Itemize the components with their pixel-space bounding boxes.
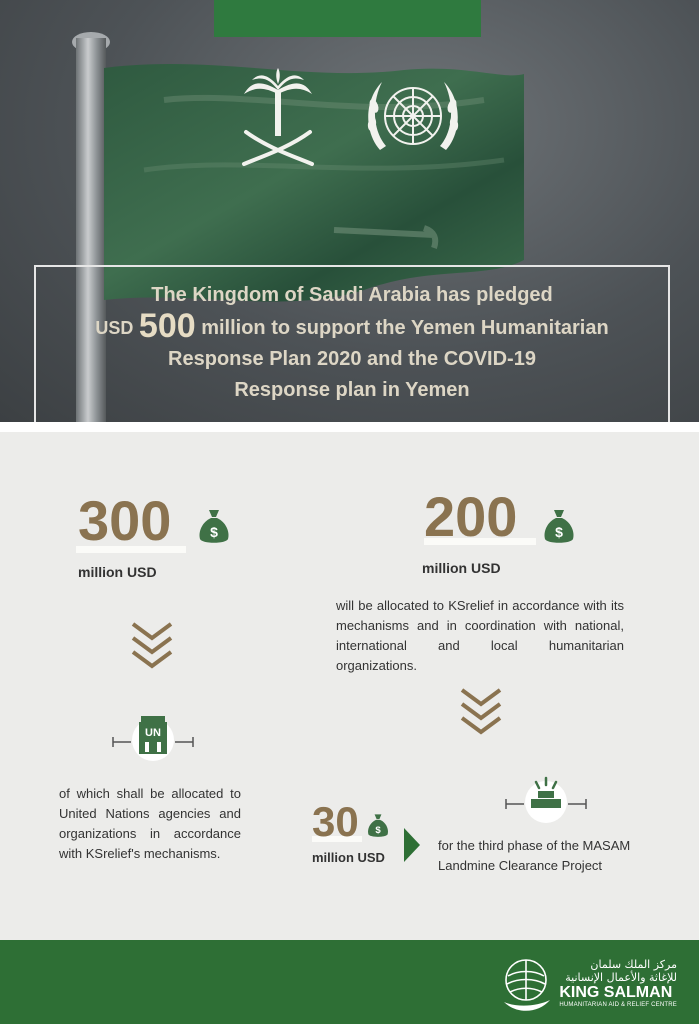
bag-dollar-sign: $	[210, 524, 218, 540]
headline-line4: Response plan in Yemen	[234, 379, 470, 401]
amount-unit-left: million USD	[78, 564, 157, 580]
headline-currency: USD	[95, 318, 134, 338]
bag-dollar-sign: $	[555, 524, 563, 540]
chevron-down-icon	[131, 620, 173, 672]
chevron-down-icon	[460, 686, 502, 738]
amount-unit-right: million USD	[422, 560, 501, 576]
bag-dollar-sign: $	[375, 824, 381, 836]
headline-line1: The Kingdom of Saudi Arabia has pledged	[151, 284, 553, 306]
un-emblem-icon	[360, 72, 466, 162]
amount-unit-30: million USD	[312, 850, 385, 865]
right-description: will be allocated to KSrelief in accordance with its mechanisms and in coordination with national, international and local humanitarian organizations.	[336, 598, 624, 673]
arrow-right-icon	[404, 828, 420, 862]
saudi-emblem-icon	[238, 68, 318, 168]
ksrelief-logo-text	[559, 958, 677, 1008]
amount-30: 30	[312, 798, 359, 845]
headline	[34, 280, 670, 406]
masam-description	[438, 836, 678, 876]
money-bag-icon	[367, 812, 389, 840]
logo-name: KING SALMAN	[559, 984, 673, 1001]
hero-banner	[0, 0, 699, 422]
money-bag-icon	[198, 508, 230, 546]
headline-amount: 500	[138, 307, 196, 345]
logo-arabic-line2: للإغاثة والأعمال الإنسانية	[565, 971, 677, 984]
headline-line2	[34, 307, 670, 345]
logo-subtitle: HUMANITARIAN AID & RELIEF CENTRE	[559, 1002, 677, 1008]
ksrelief-logo-icon	[498, 954, 554, 1014]
amount-300: 300	[78, 489, 172, 552]
left-description: of which shall be allocated to United Nations agencies and organizations in accordance with KSrelief's mechanisms.	[59, 786, 241, 861]
money-bag-icon	[543, 508, 575, 546]
headline-line2-text: million to support the Yemen Humanitarian	[201, 317, 609, 339]
headline-line3: Response Plan 2020 and the COVID-19	[168, 348, 536, 370]
section-divider	[0, 422, 699, 432]
logo-arabic-line1: مركز الملك سلمان	[590, 958, 677, 971]
masam-line2: Landmine Clearance Project	[438, 858, 603, 873]
footer	[0, 940, 699, 1024]
top-green-bar	[214, 0, 481, 37]
amount-200: 200	[424, 485, 518, 548]
masam-line1: for the third phase of the MASAM	[438, 838, 631, 853]
landmine-icon	[504, 774, 588, 824]
un-building-icon	[111, 712, 195, 762]
un-building-label: UN	[145, 727, 161, 739]
